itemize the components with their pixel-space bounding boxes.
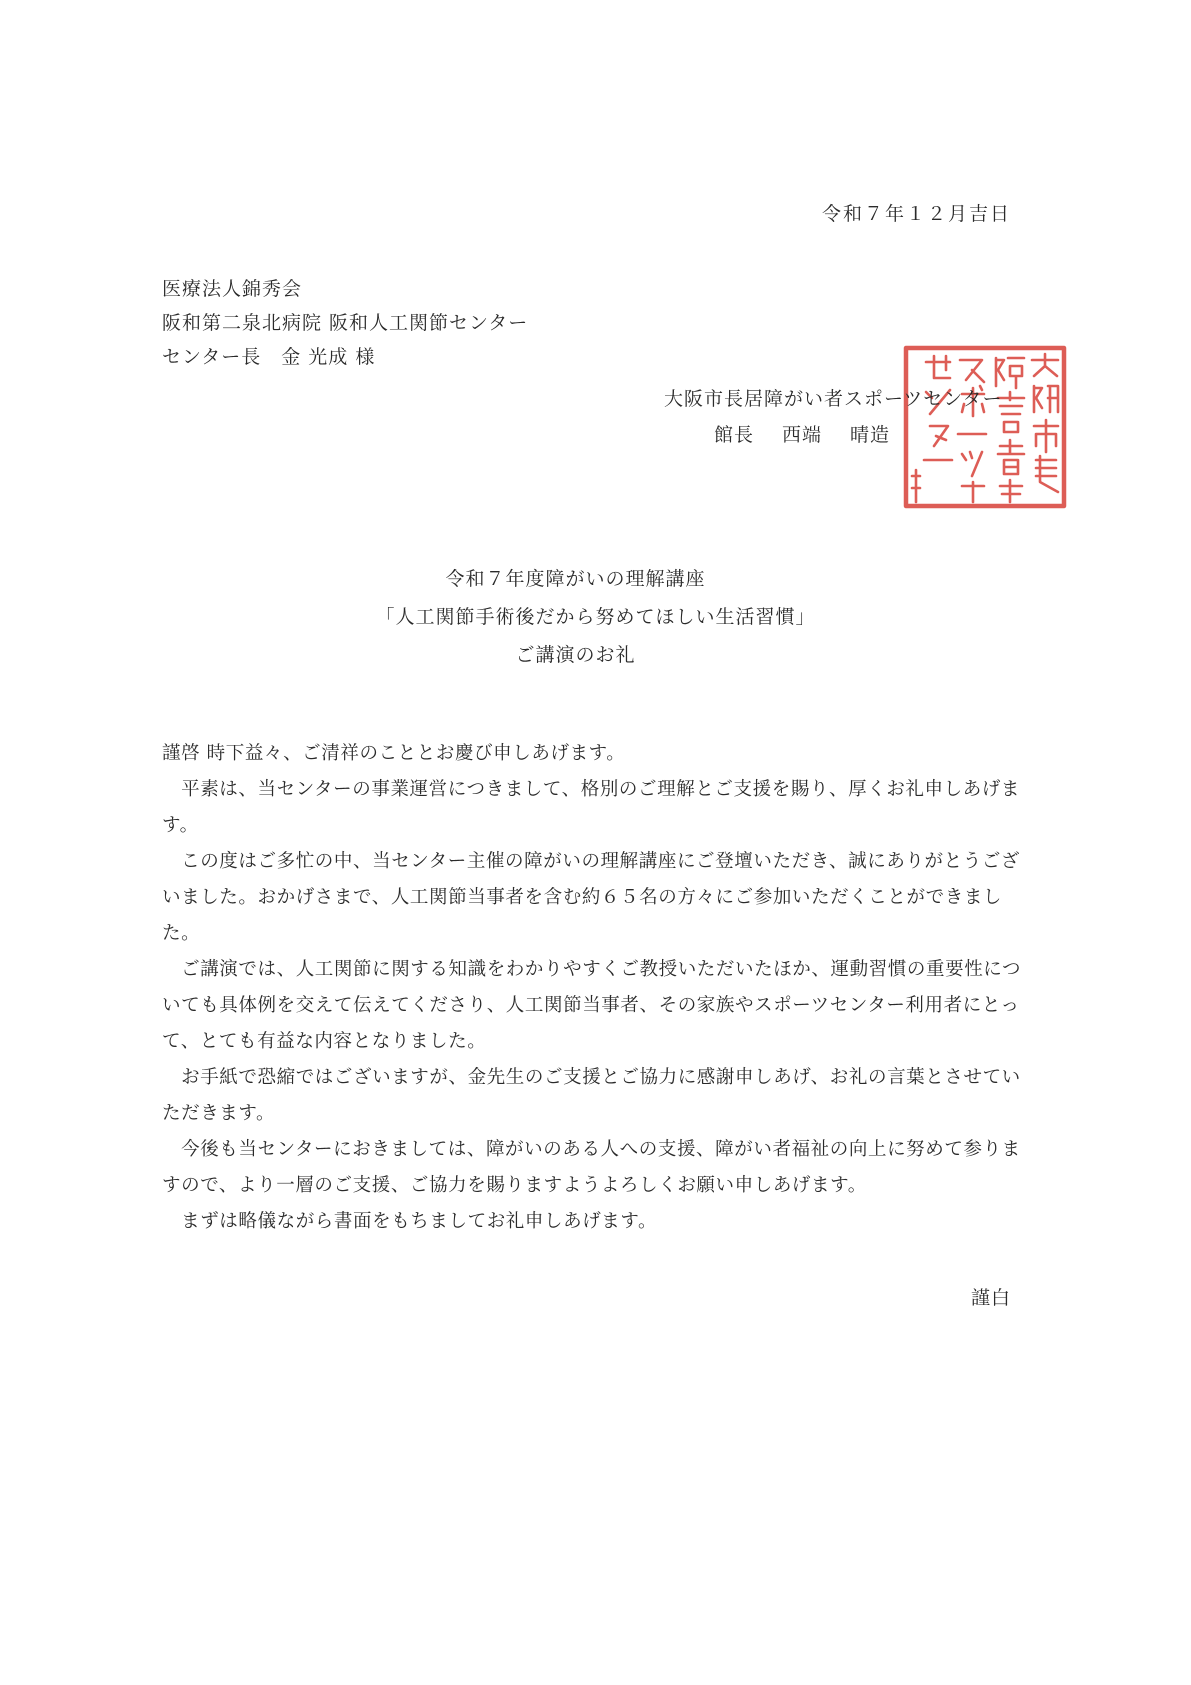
subject-purpose: ご講演のお礼: [515, 644, 636, 666]
body-opening: 謹啓 時下益々、ご清祥のこととお慶び申しあげます。: [162, 743, 626, 764]
body-paragraph: まずは略儀ながら書面をもちましてお礼申しあげます。: [162, 1211, 658, 1232]
subject-block: [0, 560, 1191, 674]
body-paragraph: 今後も当センターにおきましては、障がいのある人への支援、障がい者福祉の向上に努めて参りますので、より一層のご支援、ご協力を賜りますようよろしくお願い申しあげます。: [162, 1139, 1021, 1196]
sender-title: 館長: [714, 424, 755, 446]
body-paragraph: ご講演では、人工関節に関する知識をわかりやすくご教授いただいたほか、運動習慣の重要性についても具体例を交えて伝えてくださり、人工関節当事者、その家族やスポーツセンター利用者にとって、とても有益な内容となりました。: [162, 959, 1022, 1052]
sender-block: [664, 381, 1002, 453]
recipient-name: センター長 金 光成 様: [162, 346, 376, 368]
letter-date: 令和７年１２月吉日: [821, 203, 1011, 225]
body-paragraph: この度はご多忙の中、当センター主催の障がいの理解講座にご登壇いただき、誠にありがとうございました。おかげさまで、人工関節当事者を含む約６５名の方々にご参加いただくことができました。: [162, 851, 1021, 944]
recipient-hospital: 阪和第二泉北病院 阪和人工関節センター: [162, 312, 529, 334]
sender-signature: [664, 417, 1002, 453]
body-paragraph: お手紙で恐縮ではございますが、金先生のご支援とご協力に感謝申しあげ、お礼の言葉とさせていただきます。: [162, 1067, 1021, 1124]
sender-family-name: 西端: [782, 424, 823, 446]
recipient-block: [162, 272, 528, 374]
body-paragraph: 平素は、当センターの事業運営につきまして、格別のご理解とご支援を賜り、厚くお礼申しあげます。: [162, 779, 1021, 836]
subject-event: 令和７年度障がいの理解講座: [445, 568, 706, 590]
sender-organization: 大阪市長居障がい者スポーツセンター: [664, 388, 1003, 410]
sender-given-name: 晴造: [850, 424, 891, 446]
subject-lecture-title: 「人工関節手術後だから努めてほしい生活習慣」: [375, 606, 816, 628]
letter-body: [162, 736, 1022, 1240]
letter-closing: 謹白: [970, 1287, 1011, 1309]
recipient-corporation: 医療法人錦秀会: [162, 278, 303, 300]
